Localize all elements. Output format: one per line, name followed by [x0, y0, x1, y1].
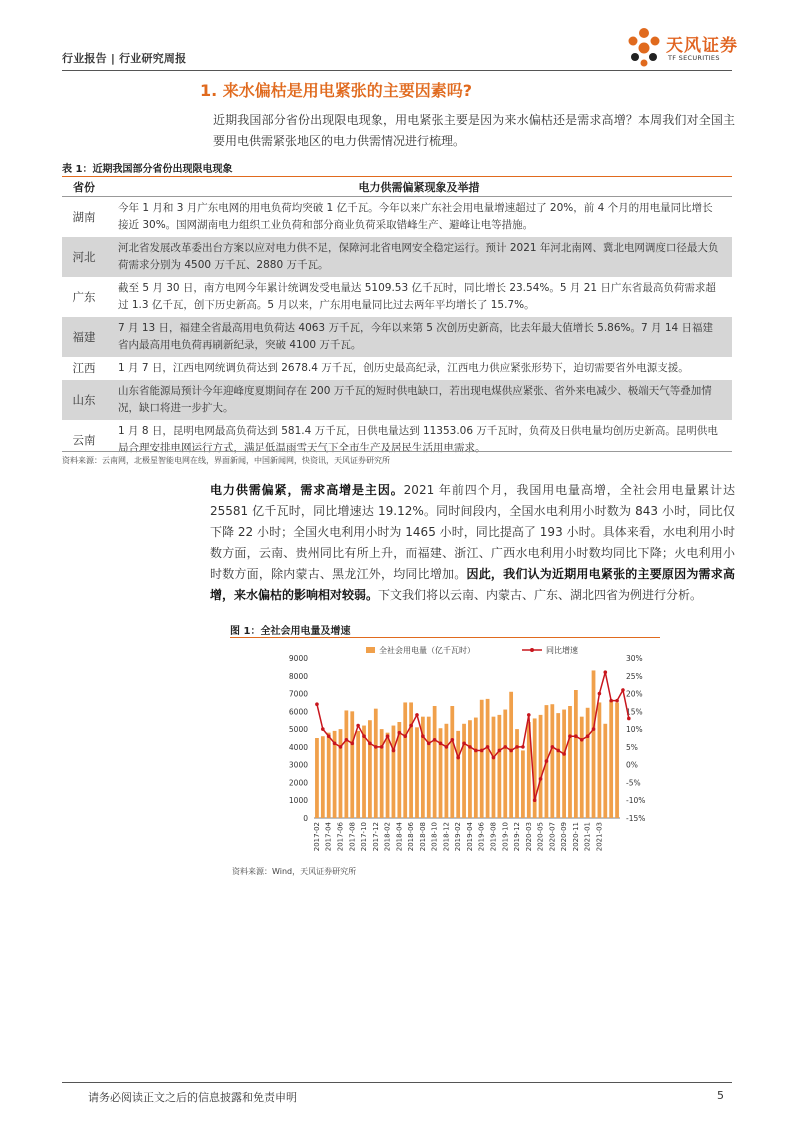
growth-point: [327, 734, 331, 738]
x-tick-label: 2017-06: [336, 822, 345, 852]
y-right-tick-label: 30%: [626, 654, 643, 663]
x-tick-label: 2017-12: [371, 822, 380, 852]
growth-point: [362, 734, 366, 738]
y-right-tick-label: 20%: [626, 689, 643, 699]
x-tick-label: 2020-05: [536, 822, 545, 852]
y-right-tick-label: 25%: [626, 671, 643, 681]
description-cell: 1 月 7 日，江西电网统调负荷达到 2678.4 万千瓦，创历史最高纪录，江西电力供应紧张形势下，迫切需要省外电源支援。: [118, 362, 689, 374]
y-right-tick-label: -5%: [626, 778, 641, 788]
y-right-tick-label: 0%: [626, 760, 638, 770]
analysis-paragraph: [210, 480, 735, 606]
logo-subtext: TF SECURITIES: [668, 54, 720, 62]
bar: [615, 702, 619, 818]
growth-point: [433, 738, 437, 742]
analysis-followup: 下文我们将以云南、内蒙古、广东、湖北四省为例进行分析。: [378, 588, 703, 602]
bar: [474, 718, 478, 818]
bar: [327, 733, 331, 818]
growth-point: [356, 724, 360, 728]
growth-point: [539, 777, 543, 781]
bar: [462, 724, 466, 818]
growth-point: [421, 734, 425, 738]
growth-point: [551, 745, 555, 749]
x-tick-label: 2017-02: [312, 822, 321, 852]
table-row: [62, 317, 732, 357]
growth-point: [615, 699, 619, 703]
growth-point: [568, 734, 572, 738]
footer-rule: [62, 1082, 732, 1083]
bar: [509, 692, 513, 818]
x-tick-label: 2018-08: [418, 822, 427, 852]
growth-point: [498, 749, 502, 753]
growth-point: [462, 742, 466, 746]
growth-point: [392, 749, 396, 753]
growth-point: [486, 745, 490, 749]
bar: [603, 724, 607, 818]
growth-point: [556, 749, 560, 753]
description-cell: 山东省能源局预计今年迎峰度夏期间存在 200 万千瓦的短时供电缺口，若出现电煤供应紧张、省外来电减少、极端天气等叠加情况，缺口将进一步扩大。: [106, 380, 732, 420]
bar: [492, 717, 496, 818]
electricity-chart: [232, 642, 662, 864]
growth-point: [515, 745, 519, 749]
bar: [568, 706, 572, 818]
legend-line-marker: [530, 648, 534, 652]
x-tick-label: 2017-08: [348, 822, 357, 852]
bar: [456, 731, 460, 818]
growth-point: [474, 749, 478, 753]
table-row: [62, 380, 732, 420]
growth-point: [321, 727, 325, 731]
growth-point: [374, 745, 378, 749]
x-tick-label: 2018-10: [430, 822, 439, 852]
bar: [598, 702, 602, 818]
province-cell: 河北: [62, 237, 106, 277]
growth-point: [427, 742, 431, 746]
growth-point: [603, 670, 607, 674]
x-tick-label: 2020-07: [548, 822, 557, 852]
bar: [562, 710, 566, 818]
x-tick-label: 2018-02: [383, 822, 392, 852]
x-tick-label: 2019-02: [454, 822, 463, 852]
province-cell: 山东: [62, 380, 106, 420]
bar: [533, 718, 537, 818]
y-right-tick-label: -10%: [626, 796, 646, 806]
growth-point: [386, 734, 390, 738]
x-tick-label: 2019-10: [501, 822, 510, 852]
growth-point: [339, 745, 343, 749]
header-rule: [62, 70, 732, 71]
section-title: 1. 来水偏枯是用电紧张的主要因素吗?: [200, 81, 473, 100]
report-header: 行业报告 | 行业研究周报: [62, 52, 187, 65]
bar: [468, 720, 472, 818]
bar: [403, 702, 407, 818]
province-cell: 广东: [72, 289, 96, 304]
bar: [609, 701, 613, 818]
bar: [380, 729, 384, 818]
y-left-tick-label: 5000: [288, 725, 308, 735]
growth-point: [480, 749, 484, 753]
growth-point: [315, 702, 319, 706]
growth-point: [533, 798, 537, 802]
growth-point: [409, 724, 413, 728]
x-tick-label: 2019-12: [513, 822, 522, 852]
bar: [503, 710, 507, 818]
description-cell: 今年 1 月和 3 月广东电网的用电负荷均突破 1 亿千瓦。今年以来广东社会用电量增速超过了 20%，前 4 个月的用电量同比增长接近 30%。国网湖南电力组织工业负荷和部分商业负荷采取错峰生产、避峰让电等措施。: [118, 202, 713, 231]
page-number: 5: [717, 1089, 724, 1102]
bar: [450, 706, 454, 818]
x-tick-label: 2018-04: [395, 822, 404, 852]
bar: [433, 706, 437, 818]
growth-point: [403, 734, 407, 738]
growth-point: [350, 742, 354, 746]
y-left-tick-label: 0: [303, 814, 308, 823]
bar: [515, 729, 519, 818]
description-cell: 1 月 8 日，昆明电网最高负荷达到 581.4 万千瓦，日供电量达到 11353.06 万千瓦时，负荷及日供电量均创历史新高。昆明供电局合理安排电网运行方式，满足低温雨雪天气下全市生产及居民生活用电需求。: [118, 425, 718, 454]
bar: [315, 738, 319, 818]
growth-point: [439, 742, 443, 746]
province-cell: 云南: [72, 432, 96, 447]
table-bottom-rule: [62, 451, 732, 452]
growth-point: [456, 756, 460, 760]
bar: [415, 727, 419, 818]
y-left-tick-label: 1000: [288, 796, 308, 806]
growth-point: [468, 745, 472, 749]
bar: [574, 690, 578, 818]
legend-bar-label: 全社会用电量（亿千瓦时）: [379, 646, 475, 655]
table-row: [62, 237, 732, 277]
description-cell: 河北省发展改革委出台方案以应对电力供不足，保障河北省电网安全稳定运行。预计 2021 年河北南网、冀北电网调度口径最大负荷需求分别为 4500 万千瓦、2880 万千瓦。: [106, 237, 732, 277]
province-cell: 湖南: [72, 209, 96, 224]
bar: [427, 717, 431, 818]
bar: [497, 715, 501, 818]
growth-point: [545, 759, 549, 763]
growth-point: [380, 745, 384, 749]
bar: [344, 710, 348, 818]
growth-point: [503, 745, 507, 749]
y-left-tick-label: 4000: [288, 742, 308, 752]
analysis-body: 2021 年前四个月，我国用电量高增，全社会用电量累计达 25581 亿千瓦时，同比增速达 19.12%。同时间段内，全国水电利用小时数为 843 小时，同比仅下降 22 小时；全国火电利用小时为 1465 小时，同比提高了 193 小时。具体来看，水电利用小时数方面，云南、贵州同比有所上升，而福建、浙江、广西水电利用小时数均同比下降；火电利用小时数方面，除内蒙古、黑龙江外，均同比增加。: [210, 483, 735, 581]
x-tick-label: 2017-10: [360, 822, 369, 852]
growth-point: [345, 738, 349, 742]
growth-point: [509, 749, 513, 753]
x-tick-label: 2021-01: [583, 822, 592, 852]
table-row: [62, 357, 732, 380]
table-row: [62, 420, 732, 460]
y-left-tick-label: 2000: [288, 778, 308, 788]
growth-point: [598, 692, 602, 696]
growth-point: [333, 742, 337, 746]
growth-point: [586, 734, 590, 738]
growth-point: [580, 738, 584, 742]
logo-text: 天风证券: [666, 36, 738, 56]
growth-point: [592, 727, 596, 731]
figure-rule: [230, 637, 660, 638]
bar: [521, 750, 525, 818]
bar: [586, 708, 590, 818]
growth-point: [521, 745, 525, 749]
province-cell: 江西: [72, 361, 96, 375]
growth-point: [621, 688, 625, 692]
figure-source: 资料来源：Wind，天风证券研究所: [232, 867, 357, 876]
y-right-tick-label: 15%: [626, 707, 643, 717]
bar: [445, 724, 449, 818]
bar: [539, 715, 543, 818]
table-row: [62, 197, 732, 238]
header-description: 电力供需偏紧现象及举措: [106, 178, 732, 197]
growth-point: [398, 731, 402, 735]
x-tick-label: 2019-08: [489, 822, 498, 852]
province-cell: 福建: [62, 317, 106, 357]
power-shortage-table: [62, 178, 732, 460]
bar: [486, 699, 490, 818]
growth-point: [574, 734, 578, 738]
x-tick-label: 2020-09: [560, 822, 569, 852]
growth-point: [609, 699, 613, 703]
bar: [392, 726, 396, 818]
y-left-tick-label: 3000: [288, 760, 308, 770]
x-tick-label: 2019-04: [465, 822, 474, 852]
x-tick-label: 2018-06: [407, 822, 416, 852]
bar: [409, 702, 413, 818]
description-cell: 截至 5 月 30 日，南方电网今年累计统调发受电量达 5109.53 亿千瓦时，同比增长 23.54%。5 月 21 日广东省最高负荷需求超过 1.3 亿千瓦，创下历史新高。5 月以来，广东用电量同比过去两年平均增长了 15.7%。: [118, 282, 716, 311]
x-tick-label: 2018-12: [442, 822, 451, 852]
bar: [374, 709, 378, 818]
analysis-lead: 电力供需偏紧，需求高增是主因。: [210, 483, 404, 497]
table-title: 表 1：近期我国部分省份出现限电现象: [62, 164, 233, 175]
y-right-tick-label: -15%: [626, 814, 646, 823]
footer-disclaimer: 请务必阅读正文之后的信息披露和免责申明: [88, 1091, 297, 1104]
y-left-tick-label: 7000: [288, 689, 308, 699]
bar: [550, 704, 554, 818]
y-right-tick-label: 10%: [626, 725, 643, 735]
growth-point: [445, 745, 449, 749]
x-tick-label: 2020-11: [571, 822, 580, 852]
y-left-tick-label: 6000: [288, 707, 308, 717]
x-tick-label: 2017-04: [324, 822, 333, 852]
growth-point: [627, 717, 631, 721]
x-tick-label: 2021-03: [595, 822, 604, 852]
bar: [480, 700, 484, 818]
legend-bar-swatch: [366, 647, 375, 653]
bar: [580, 717, 584, 818]
analysis-conclusion: 因此，我们认为近期用电紧张的主要原因为需求高增，来水偏枯的影响相对较弱。: [210, 567, 735, 602]
legend-line-label: 同比增速: [546, 646, 578, 655]
growth-point: [368, 742, 372, 746]
bar: [386, 733, 390, 818]
x-tick-label: 2019-06: [477, 822, 486, 852]
y-left-tick-label: 9000: [288, 654, 308, 663]
bar: [362, 726, 366, 818]
table-top-rule: [62, 176, 732, 177]
x-tick-label: 2020-03: [524, 822, 533, 852]
growth-point: [415, 713, 419, 717]
bar: [356, 731, 360, 818]
intro-paragraph: 近期我国部分省份出现限电现象，用电紧张主要是因为来水偏枯还是需求高增？本周我们对全国主要用电供需紧张地区的电力供需情况进行梳理。: [213, 113, 735, 148]
bar: [556, 713, 560, 818]
company-logo: [624, 26, 744, 68]
bar: [368, 720, 372, 818]
figure-title: 图 1：全社会用电量及增速: [230, 626, 351, 637]
y-left-tick-label: 8000: [288, 671, 308, 681]
logo-mark-icon: [624, 26, 664, 68]
growth-point: [562, 752, 566, 756]
bar: [350, 711, 354, 818]
table-source: 资料来源：云南网，北极星智能电网在线，界面新闻，中国新闻网，快资讯，天风证券研究所: [62, 456, 390, 465]
bar: [339, 729, 343, 818]
growth-point: [527, 713, 531, 717]
header-province: 省份: [62, 178, 106, 197]
y-right-tick-label: 5%: [626, 742, 638, 752]
growth-point: [450, 738, 454, 742]
table-row: [62, 277, 732, 317]
growth-point: [492, 756, 496, 760]
bar: [592, 670, 596, 818]
table-header-row: [62, 178, 732, 197]
description-cell: 7 月 13 日，福建全省最高用电负荷达 4063 万千瓦，今年以来第 5 次创历史新高，比去年最大值增长 5.86%。7 月 14 日福建省内最高用电负荷再刷新纪录，突破 4100 万千瓦。: [106, 317, 732, 357]
bar: [321, 736, 325, 818]
